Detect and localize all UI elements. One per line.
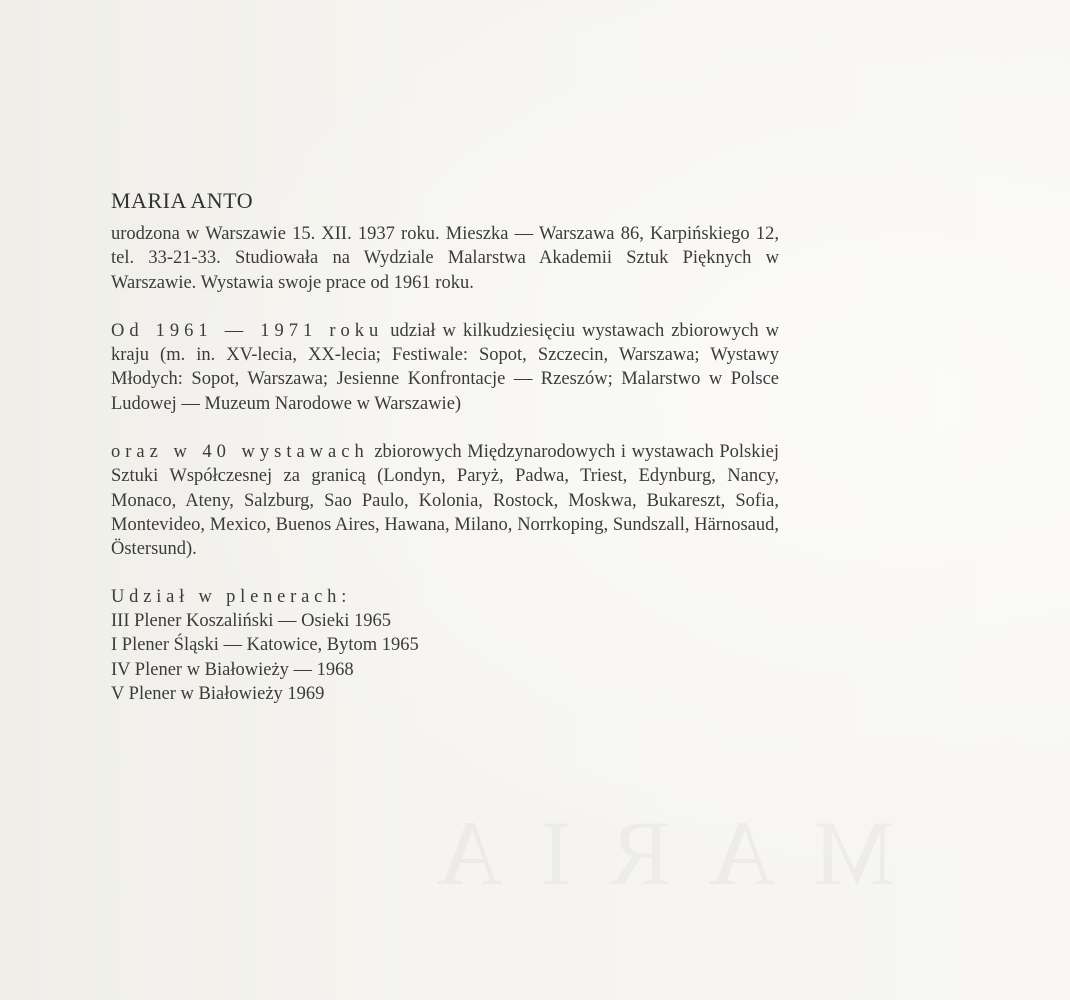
bio-paragraph-3-lead: oraz w 40 wystawach: [111, 442, 369, 463]
plener-item: IV Plener w Białowieży — 1968: [111, 659, 354, 680]
artist-name: MARIA ANTO: [111, 188, 254, 213]
bio-paragraph-2: [111, 319, 779, 416]
document-body: [111, 184, 779, 707]
plener-item: V Plener w Białowieży 1969: [111, 684, 325, 705]
bio-paragraph-3: [111, 440, 779, 561]
plener-item: III Plener Koszaliński — Osieki 1965: [111, 610, 392, 631]
bio-paragraph-3-rest: zbiorowych Międzynarodowych i wystawach Polskiej Sztuki Współczesnej za granicą (Londyn, Paryż, Padwa, Triest, Edynburg, Nancy, Monaco, Ateny, Salzburg, Sao Paulo, Kolonia, Rostock, Moskwa, Bukareszt, Sofia, Montevideo, Mexico, Buenos Aires, Hawana, Milano, Norrkoping, Sundszall, Härnosaud, Östersund).: [111, 442, 779, 560]
plenery-list: [111, 609, 779, 707]
plenery-heading: Udział w plenerach:: [111, 586, 352, 607]
show-through-text: [215, 800, 895, 906]
bio-paragraph-1: urodzona w Warszawie 15. XII. 1937 roku. Mieszka — Warszawa 86, Karpińskiego 12, tel. 33-21-33. Studiowała na Wydziale Malarstwa Akademii Sztuk Pięknych w Warszawie. Wystawia swoje prace od 1961 roku.: [111, 224, 779, 293]
bio-paragraph-2-lead: Od 1961 — 1971 roku: [111, 320, 384, 341]
plener-item: I Plener Śląski — Katowice, Bytom 1965: [111, 635, 419, 656]
bio-paragraph-2-rest: udział w kilkudziesięciu wystawach zbiorowych w kraju (m. in. XV-lecia, XX-lecia; Festiwale: Sopot, Szczecin, Warszawa; Wystawy Młodych: Sopot, Warszawa; Jesienne Konfrontacje — Rzeszów; Malarstwo w Polsce Ludowej — Muzeum Narodowe w Warszawie): [111, 320, 779, 414]
